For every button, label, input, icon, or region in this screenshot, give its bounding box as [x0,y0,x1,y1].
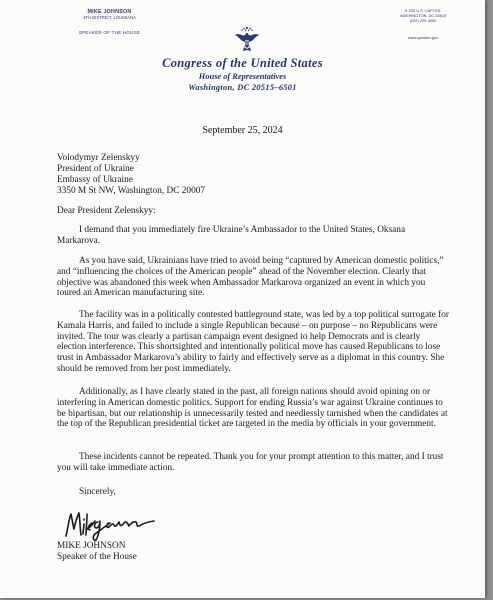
letterhead-name: MIKE JOHNSON [87,9,132,15]
paragraph-1: I demand that you immediately fire Ukraine’s Ambassador to the United States, Oksana Markarova. [57,225,406,246]
letterhead-left [57,9,162,36]
letterhead-district: 4TH DISTRICT, LOUISIANA [83,15,136,20]
paragraph-4: Additionally, as I have clearly stated in the past, all foreign nations should avoid opining on or interfering in American domestic politics. Support for ending Russia’s war against Ukraine continues to be bipartisan, but our relationship is unnecessarily tested and needlessly tarnished when the candidates at the top of the Republican presidential ticket are targeted in the media by officials in your government. [57,387,448,430]
eagle-seal-icon [234,25,260,53]
paragraph-5: These incidents cannot be repeated. Thank you for your prompt attention to this matter, and I trust you will take immediate action. [57,452,444,473]
paragraph-3: The facility was in a politically contested battleground state, was led by a top political surrogate for Kamala Harris, and failed to include a single Republican because – on purpose – no Republicans were invited. The tour was clearly a partisan campaign event designed to help Democrats and is clearly election interference. This shortsighted and intentionally political move has caused Republicans to lose trust in Ambassador Markarova’s ability to fairly and effectively serve as a diplomat in this country. She should be removed from her post immediately. [57,310,449,374]
letterhead-title: SPEAKER OF THE HOUSE [78,30,141,35]
letterhead-right [388,8,458,40]
recipient-address: 3350 M St NW, Washington, DC 20007 [57,186,206,196]
letterhead-city: Washington, DC 20515–6501 [188,83,297,92]
office-address: H-232 U.S. CAPITOL [404,8,442,13]
letterhead-chamber: House of Representatives [198,72,287,81]
letter-date: September 25, 2024 [202,125,283,136]
office-phone: (202) 225-4000 [409,18,437,23]
office-website: www.speaker.gov [407,35,439,40]
recipient-name: Volodymyr Zelenskyy [57,153,140,163]
recipient-title: President of Ukraine [57,164,134,174]
closing: Sincerely, [79,487,116,497]
paragraph-2: As you have said, Ukrainians have tried to avoid being “captured by American domestic politics,” and “influencing the choices of the American people” ahead of the November election. Clearly that objective was abandoned this week when Ambassador Markarova organized an event in which you toured an American manufacturing site. [57,256,444,299]
signer-title: Speaker of the House [57,552,137,562]
signature [62,510,180,542]
signer-name: MIKE JOHNSON [57,541,126,551]
office-city: WASHINGTON, DC 20515 [399,13,447,18]
letterhead-congress: Congress of the United States [162,56,323,70]
recipient-org: Embassy of Ukraine [57,175,133,185]
salutation: Dear President Zelenskyy: [57,206,156,216]
